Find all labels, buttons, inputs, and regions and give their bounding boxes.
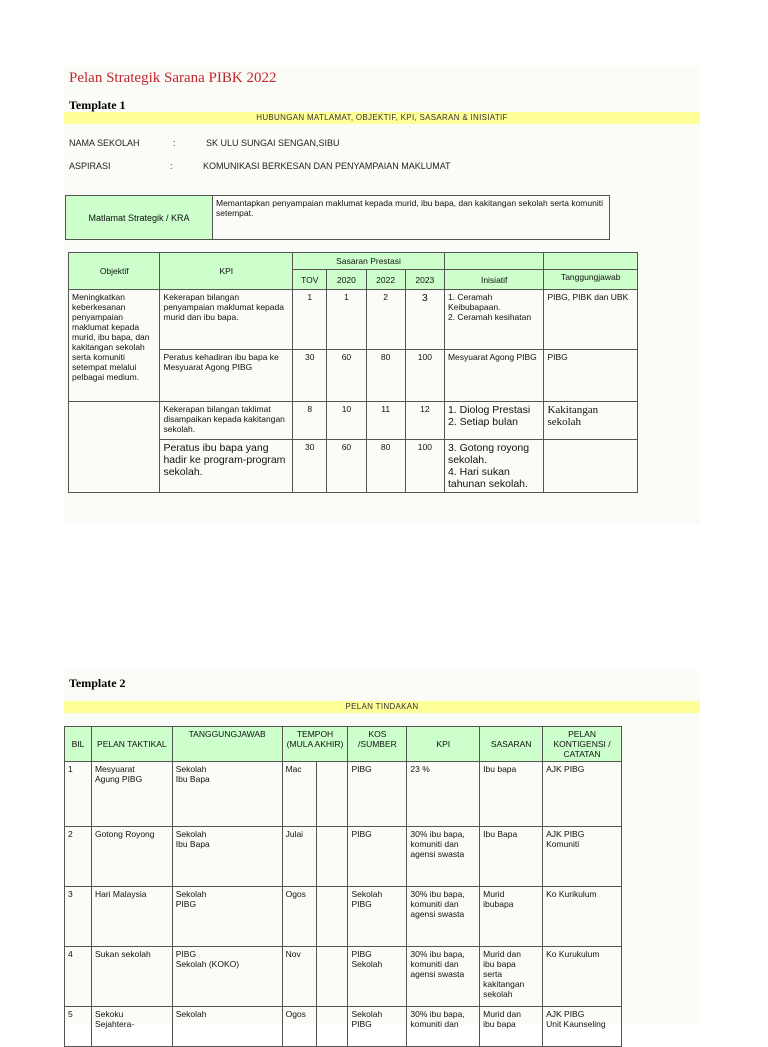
aspirasi-value: KOMUNIKASI BERKESAN DAN PENYAMPAIAN MAKLUMAT [203,161,451,171]
template2-band: PELAN TINDAKAN [64,701,700,713]
header-blank-1 [444,253,544,270]
template2-label: Template 2 [69,676,126,690]
tanggungjawab-cell: PIBG [544,350,638,402]
tov-cell: 30 [293,350,327,402]
header-2020: 2020 [327,270,366,290]
template1-band: HUBUNGAN MATLAMAT, OBJEKTIF, KPI, SASARAN & INISIATIF [64,112,700,124]
header-kontigensi: PELAN KONTIGENSI / CATATAN [543,727,622,762]
inisiatif-cell: 1. Diolog Prestasi 2. Setiap bulan [444,402,544,440]
kontigensi-cell: AJK PIBG Unit Kaunseling [543,1007,622,1047]
matlamat-table [65,195,610,240]
y2023-cell: 100 [405,350,444,402]
table-row [65,827,622,887]
y2022-cell: 2 [366,290,405,350]
y2023-cell: 12 [405,402,444,440]
kontigensi-cell: Ko Kurikulum [543,887,622,947]
kontigensi-cell: AJK PIBG Komuniti [543,827,622,887]
aspirasi-colon: : [170,161,173,171]
inisiatif-cell: 1. Ceramah Keibubapaan. 2. Ceramah kesihatan [444,290,544,350]
pelan-cell: Hari Malaysia [91,887,172,947]
kos-cell: Sekolah PIBG [348,887,407,947]
kontigensi-cell: AJK PIBG [543,762,622,827]
nama-sekolah-label: NAMA SEKOLAH [69,138,140,148]
header-tov: TOV [293,270,327,290]
sasaran-cell: Murid dan ibu bapa [480,1007,543,1047]
akhir-cell [316,762,348,827]
kos-cell: PIBG Sekolah [348,947,407,1007]
nama-sekolah-value: SK ULU SUNGAI SENGAN,SIBU [206,138,340,148]
kpi-cell: 30% ibu bapa, komuniti dan agensi swasta [407,947,480,1007]
akhir-cell [316,947,348,1007]
sasaran-cell: Ibu Bapa [480,827,543,887]
inisiatif-cell: Mesyuarat Agong PIBG [444,350,544,402]
matlamat-label: Matlamat Strategik / KRA [66,196,213,240]
kpi-cell: Peratus kehadiran ibu bapa ke Mesyuarat Agong PIBG [160,350,293,402]
inisiatif-cell: 3. Gotong royong sekolah. 4. Hari sukan tahunan sekolah. [444,440,544,493]
header-2023: 2023 [405,270,444,290]
pelan-cell: Sukan sekolah [91,947,172,1007]
aspirasi-label: ASPIRASI [69,161,111,171]
tanggungjawab-cell [544,440,638,493]
tj-cell: Sekolah PIBG [172,887,282,947]
mula-cell: Mac [282,762,316,827]
kpi-cell: Peratus ibu bapa yang hadir ke program-program sekolah. [160,440,293,493]
header-sasaran: SASARAN [480,727,543,762]
akhir-cell [316,887,348,947]
header-sasaran: Sasaran Prestasi [293,253,445,270]
header-2022: 2022 [366,270,405,290]
y2023-cell: 3 [405,290,444,350]
table-row [65,762,622,827]
kpi-cell: 30% ibu bapa, komuniti dan agensi swasta [407,827,480,887]
matlamat-value: Memantapkan penyampaian maklumat kepada murid, ibu bapa, dan kakitangan sekolah serta komuniti setempat. [213,196,610,240]
table-row [65,1007,622,1047]
kpi-cell: Kekerapan bilangan penyampaian maklumat kepada murid dan ibu bapa. [160,290,293,350]
y2023-cell: 100 [405,440,444,493]
page-title: Pelan Strategik Sarana PIBK 2022 [69,70,277,86]
mula-cell: Ogos [282,1007,316,1047]
akhir-cell [316,827,348,887]
sasaran-cell: Murid dan ibu bapa serta kakitangan sekolah [480,947,543,1007]
header-objektif: Objektif [69,253,160,290]
y2020-cell: 1 [327,290,366,350]
kpi-cell: 30% ibu bapa, komuniti dan [407,1007,480,1047]
tov-cell: 8 [293,402,327,440]
template1-label: Template 1 [69,98,126,112]
header-tanggungjawab: Tanggungjawab [544,270,638,290]
pelan-cell: Gotong Royong [91,827,172,887]
table-row [65,887,622,947]
objektif-empty-cell [69,402,160,493]
tj-cell: Sekolah [172,1007,282,1047]
y2022-cell: 80 [366,440,405,493]
tanggungjawab-cell: Kakitangan sekolah [544,402,638,440]
header-pelan-taktikal: PELAN TAKTIKAL [91,727,172,762]
tanggungjawab-cell: PIBG, PIBK dan UBK [544,290,638,350]
tov-cell: 30 [293,440,327,493]
y2022-cell: 80 [366,350,405,402]
pelan-tindakan-table [64,726,622,1047]
kpi-cell: Kekerapan bilangan taklimat disampaikan kepada kakitangan sekolah. [160,402,293,440]
kontigensi-cell: Ko Kurukulum [543,947,622,1007]
table-row [65,947,622,1007]
mula-cell: Nov [282,947,316,1007]
tj-cell: Sekolah Ibu Bapa [172,762,282,827]
header-bil: BIL [65,727,92,762]
y2020-cell: 10 [327,402,366,440]
kpi-cell: 23 % [407,762,480,827]
header-kpi: KPI [160,253,293,290]
bil-cell: 4 [65,947,92,1007]
pelan-cell: Sekoku Sejahtera- [91,1007,172,1047]
bil-cell: 2 [65,827,92,887]
kos-cell: PIBG [348,827,407,887]
bil-cell: 5 [65,1007,92,1047]
kos-cell: Sekolah PIBG [348,1007,407,1047]
y2022-cell: 11 [366,402,405,440]
akhir-cell [316,1007,348,1047]
mula-cell: Ogos [282,887,316,947]
y2020-cell: 60 [327,440,366,493]
header-kos: KOS /SUMBER [348,727,407,762]
tj-cell: PIBG Sekolah (KOKO) [172,947,282,1007]
mula-cell: Julai [282,827,316,887]
nama-sekolah-colon: : [173,138,176,148]
kpi-table [68,252,638,493]
bil-cell: 1 [65,762,92,827]
y2020-cell: 60 [327,350,366,402]
objektif-cell: Meningkatkan keberkesanan penyampaian maklumat kepada murid, ibu bapa, dan kakitangan sekolah serta komuniti setempat melalui pelbagai medium. [69,290,160,402]
kos-cell: PIBG [348,762,407,827]
kpi-cell: 30% ibu bapa, komuniti dan agensi swasta [407,887,480,947]
header-blank-2 [544,253,638,270]
header-inisiatif: Inisiatif [444,270,544,290]
sasaran-cell: Ibu bapa [480,762,543,827]
bil-cell: 3 [65,887,92,947]
sasaran-cell: Murid ibubapa [480,887,543,947]
pelan-cell: Mesyuarat Agung PIBG [91,762,172,827]
tj-cell: Sekolah Ibu Bapa [172,827,282,887]
header-kpi: KPI [407,727,480,762]
tov-cell: 1 [293,290,327,350]
header-tanggungjawab: TANGGUNGJAWAB [172,727,282,762]
header-tempoh: TEMPOH (MULA AKHIR) [282,727,348,762]
